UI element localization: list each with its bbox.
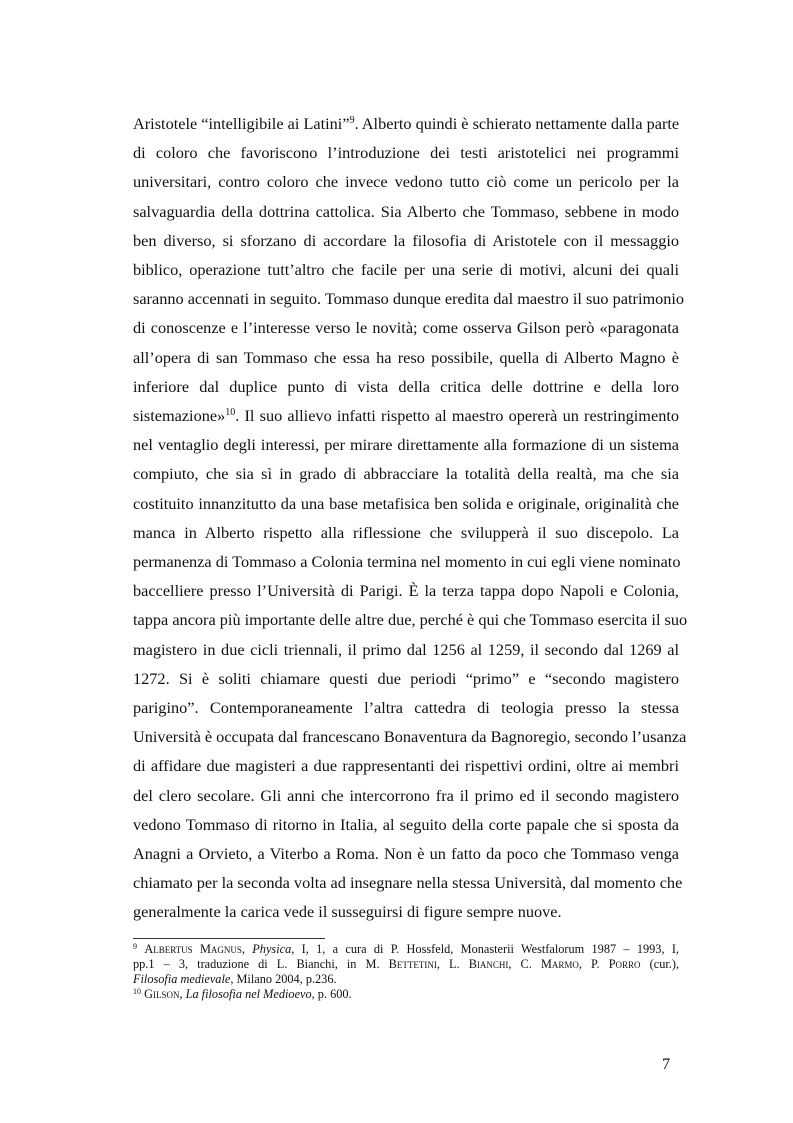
footnote-separator: [133, 938, 325, 939]
text-line: baccelliere presso l’Università di Parigi. È la terza tappa dopo Napoli e Colonia,: [133, 581, 679, 601]
text-line: del clero secolare. Gli anni che intercorrono fra il primo ed il secondo magistero: [133, 785, 679, 805]
text-line: vedono Tommaso di ritorno in Italia, al seguito della corte papale che si sposta da: [133, 814, 679, 834]
text-line: parigino”. Contemporaneamente l’altra cattedra di teologia presso la stessa: [133, 698, 679, 718]
text-line: universitari, contro coloro che invece vedono tutto ciò come un pericolo per la: [133, 172, 679, 192]
text-line: magistero in due cicli triennali, il primo dal 1256 al 1259, il secondo dal 1269 al: [133, 639, 679, 659]
footnote-9-line: Filosofia medievale, Milano 2004, p.236.: [133, 972, 337, 986]
text-line: di coloro che favoriscono l’introduzione dei testi aristotelici nei programmi: [133, 143, 679, 163]
text-line: inferiore dal duplice punto di vista della critica delle dottrine e della loro: [133, 376, 679, 396]
text-line: compiuto, che sia sì in grado di abbracciare la totalità della realtà, ma che sia: [133, 464, 679, 484]
text-line: di affidare due magisteri a due rappresentanti dei rispettivi ordini, oltre ai membri: [133, 756, 679, 776]
footnote-9-line: $^9$ Albertus Magnus, Physica, I, 1, a cura di P. Hossfeld, Monasterii Westfalorum 1987 – 1993, I,: [133, 942, 680, 956]
text-line: nel ventaglio degli interessi, per mirare direttamente alla formazione di un sistema: [133, 435, 679, 455]
footnote-10-line: $^{10}$ Gilson, La filosofia nel Medioevo, p. 600.: [133, 987, 352, 1001]
text-line: all’opera di san Tommaso che essa ha reso possibile, quella di Alberto Magno è: [133, 347, 679, 367]
text-line: Aristotele “intelligibile ai Latini”$^9$. Alberto quindi è schierato nettamente dalla parte: [133, 114, 680, 133]
footnote-number: 10: [133, 987, 141, 996]
footnote-ref-9[interactable]: 9: [349, 115, 355, 126]
text-line: chiamato per la seconda volta ad insegnare nella stessa Università, dal momento che: [133, 873, 683, 893]
text-line: permanenza di Tommaso a Colonia termina nel momento in cui egli viene nominato: [133, 552, 681, 572]
text-line: costituito innanzitutto da una base metafisica ben solida e originale, originalità che: [133, 493, 679, 513]
footnote-number: 9: [133, 942, 137, 951]
text-line: sistemazione»$^{10}$. Il suo allievo infatti rispetto al maestro opererà un restringimento: [133, 406, 679, 426]
text-line: 1272. Si è soliti chiamare questi due periodi “primo” e “secondo magistero: [133, 668, 679, 688]
footnote-ref-10[interactable]: 10: [225, 407, 236, 419]
text-line: di conoscenze e l’interesse verso le novità; come osserva Gilson però «paragonata: [133, 318, 679, 338]
footnote-9-line: pp.1 – 3, traduzione di L. Bianchi, in M. Bettetini, L. Bianchi, C. Marmo, P. Porro (cur.),: [133, 957, 680, 971]
text-line: salvaguardia della dottrina cattolica. Sia Alberto che Tommaso, sebbene in modo: [133, 201, 679, 221]
text-line: biblico, operazione tutt’altro che facile per una serie di motivi, alcuni dei quali: [133, 260, 679, 280]
text-line: Università è occupata dal francescano Bonaventura da Bagnoregio, secondo l’usanza: [133, 727, 687, 747]
text-line: Anagni a Orvieto, a Viterbo a Roma. Non è un fatto da poco che Tommaso venga: [133, 844, 679, 864]
footnotes: [133, 942, 679, 1002]
body-text: [133, 109, 688, 927]
text-line: ben diverso, si sforzano di accordare la filosofia di Aristotele con il messaggio: [133, 230, 679, 250]
text-line: tappa ancora più importante delle altre due, perché è qui che Tommaso esercita il suo: [133, 610, 688, 630]
text-line: manca in Alberto rispetto alla riflessione che svilupperà il suo discepolo. La: [133, 522, 679, 542]
page-number: 7: [662, 1054, 671, 1073]
text-line: generalmente la carica vede il susseguirsi di figure sempre nuove.: [133, 902, 562, 922]
text-line: saranno accennati in seguito. Tommaso dunque eredita dal maestro il suo patrimonio: [133, 289, 685, 309]
